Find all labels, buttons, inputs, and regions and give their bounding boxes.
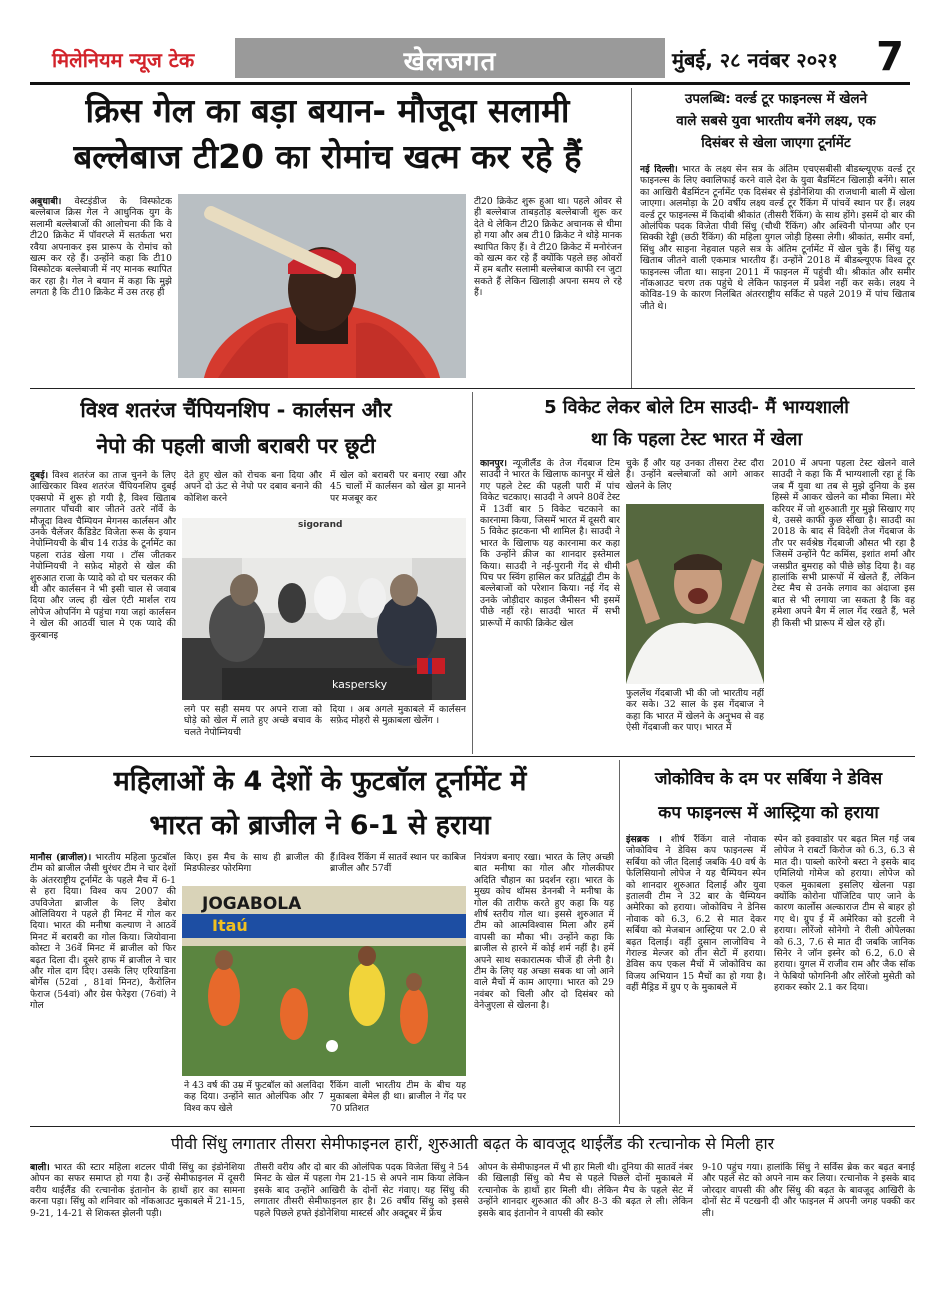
southee-col-3-text: 2010 में अपना पहला टेस्ट खेलने वाले साउदी ने कहा कि मैं भाग्यशाली रहा हूं कि जब मैं युवा था तब से मुझे दुनिया के इस हिस्से में आकर खेलने का मौका मिला। मेरे करियर में जो शुरुआती गुर मुझे सिखाए गए थे, उससे काफी कुछ सीखा है। साउदी का 2018 के बाद से विदेशी तेज गेंदबाज के तौर पर सर्वश्रेष्ठ गेंदबाजी औसत भी रहा है जिसमें उन्होंने पैट कमिंस, इशांत शर्मा और जसप्रीत बुमराह को पीछे छोड़ दिया है। वह हालांकि सभी प्रारूपों में खेलते हैं, लेकिन टेस्ट मैच से उनके लगाव का अंदाजा इस बात से भी लगाया जा सकता है कि वह हमेशा अपने बैग में लाल गेंद रखते हैं, भले ही किसी भी प्रारूप में खेल रहे हों। bbox=[772, 458, 915, 629]
chess-col-1-text: विश्व शतरंज का ताज चुनने के लिए आखिरकार विश्व शतरंज चैंपियनशिप दुबई एक्सपो में शुरू हो गयी है, विश्व खिताब लगातार पाँचवी बार जीतने उतरे नॉर्वे के मौजूदा विश्व चैम्पियन मेगनस कार्लसन और उनके चैलेंजर कैंडिडेट विजेता रूस के इयान नेपोम्नियची के बीच 14 राउंड के टूर्नामेंट का पहला राउंड खेला गया । टॉस जीतकर नेपोम्नियची ने सफ़ेद मोहरो से खेल की शुरुआत राजा के प्यादे को दो घर चलकर की थी और कार्लसन ने भी इसी चाल से जवाब दिया और जल्द ही खेल एंटी मार्शल राय लोपेज ओपनिंग मे पहुंचा गया जहां कार्लसन ने खेल की आठवीं चाल मे एक प्यादे की कुरबानइ bbox=[30, 470, 176, 641]
football-col-1 bbox=[30, 852, 176, 1124]
sindhu-col-2-text: तीसरी वरीय और दो बार की ओलंपिक पदक विजेता सिंधु ने 54 मिनट के खेल में पहला गेम 21-15 से अपने नाम किया लेकिन इसके बाद उन्होंने आखिरी के दोनों सेट गंवाए। यह सिंधु की लगातार तीसरी सेमीफाइनल हार है। 26 वर्षीय सिंधु को इससे पहले पिछले हफ्ते इंडोनेशिया मास्टर्स और अक्टूबर में फ्रेंच bbox=[254, 1162, 469, 1219]
divider-mid bbox=[472, 392, 473, 754]
southee-col-1 bbox=[480, 458, 620, 748]
djokovic-headline bbox=[622, 762, 915, 832]
sindhu-col-4 bbox=[702, 1162, 915, 1256]
southee-col-3 bbox=[772, 458, 915, 748]
football-col-3-top bbox=[330, 852, 466, 886]
djokovic-col-1 bbox=[626, 834, 766, 1124]
football-headline-line-2: भारत को ब्राजील ने 6-1 से हराया bbox=[149, 810, 491, 841]
sindhu-col-1 bbox=[30, 1162, 245, 1256]
football-col-2-bottom-text: ने 43 वर्ष की उम्र में फुटबॉल को अलविदा कह दिया। उन्होंने सात ओलंपिक और 7 विश्व कप खेले bbox=[184, 1080, 324, 1114]
page-number: 7 bbox=[876, 34, 904, 80]
gayle-col-2-text: टी20 क्रिकेट शुरू हुआ था। पहले ओवर से ही बल्लेबाज ताबड़तोड़ बल्लेबाजी शुरू कर देते थे लेकिन टी20 क्रिकेट अचानक से धीमा हो गया और अब टी10 क्रिकेट ने थोड़े मानक स्थापित किए हैं। वे टी20 क्रिकेट में मनोरंजन को खत्म कर रहे हैं क्योंकि पहले छह ओवरों में हम बतौर सलामी बल्लेबाज काफी रन जुटा सकते हैं लेकिन खिलाड़ी अपना समय ले रहे हैं। bbox=[474, 196, 622, 299]
football-col-4 bbox=[474, 852, 614, 1124]
divider-row-2 bbox=[30, 756, 915, 757]
lakshya-body-text: भारत के लक्ष्य सेन सत्र के अंतिम एचएसबीसी बीडब्ल्यूएफ वर्ल्ड टूर फाइनल्स के लिए क्वालिफाई करने वाले देश के युवा बैडमिंटन खिलाड़ी बनेंगे। साल का आखिरी बैडमिंटन टूर्नामेंट एक दिसंबर से इंडोनेशिया की राजधानी बाली में खेला जाएगा। अलमोड़ा के 20 वर्षीय लक्ष्य वर्ल्ड टूर रैंकिंग में पांचवें स्थान पर हैं। लक्ष्य वर्ल्ड टूर फाइनल्स में किदांबी श्रीकांत (तीसरी रैंकिंग) के साथ होंगे। इसमें दो बार की ओलंपिक पदक विजेता पीवी सिंधु (चौथी रैंकिंग) और अश्विनी पोनप्पा और एन सिक्की रेड्डी (छठी रैंकिंग) की महिला युगल जोड़ी हिस्सा लेगी। श्रीकांत, समीर वर्मा, सिंधु और साइना नेहवाल पहले सत्र के अंतिम टूर्नामेंट में खेल चुके हैं। सिंधु यह खिताब जीतने वाली एकमात्र भारतीय हैं। उन्होंने 2018 में बीडब्ल्यूएफ विश्व टूर फाइनल्स जीता था। साइना 2011 में फाइनल में पहुंची थी। श्रीकांत और समीर नॉकआउट चरण तक पहुंचे थे लेकिन फाइनल में प्रवेश नहीं कर सके। लक्ष्य ने कोविड-19 के कारण निलंबित अंतरराष्ट्रीय सर्किट से पहले 2019 में पांच खिताब जीते थे। bbox=[640, 164, 915, 312]
chess-col-2-bottom bbox=[184, 704, 322, 750]
chess-headline-line-1: विश्व शतरंज चैंपियनशिप - कार्लसन और bbox=[80, 398, 392, 422]
southee-col-1-text: न्यूजीलैंड के तेज गेंदबाज टिम साउदी ने भारत के खिलाफ कानपुर में खेले गए पहले टेस्ट की पहली पारी में पांच विकेट चटकाए। साउदी ने अपने 80वें टेस्ट में 13वीं बार 5 विकेट चटकाने का कारनामा किया, जिसमें भारत में दूसरी बार 5 विकेट झटकना भी शामिल है। साउदी ने भारत के खिलाफ यह कारनामा कर कहा कि उन्होंने क्रीज का शानदार इस्तेमाल किया। साउदी ने नई-पुरानी गेंद से धीमी पिच पर स्विंग हासिल कर प्रतिद्वंद्वी टीम के बल्लेबाजों को परेशान किया। नई गेंद से उनके जोड़ीदार काइल जैमीसन भी इसमें पीछे नहीं रहे। साउदी भारत में सभी प्रारूपों में काफी क्रिकेट खेल bbox=[480, 458, 620, 629]
paper-name: मिलेनियम न्यूज टेक bbox=[52, 48, 195, 72]
football-headline-line-1: महिलाओं के 4 देशों के फुटबॉल टूर्नामेंट में bbox=[113, 766, 527, 797]
southee-col-2-top bbox=[626, 458, 764, 502]
southee-col-2-top-text: चुके हैं और यह उनका तीसरा टेस्ट दौरा है। उन्होंने बल्लेबाजों को आगे आकर खेलने के लिए bbox=[626, 458, 764, 492]
chess-photo-illustration bbox=[182, 518, 466, 700]
sindhu-col-3-text: ओपन के सेमीफाइनल में भी हार मिली थी। दुनिया की सातवें नंबर की खिलाड़ी सिंधु को मैच से पहले पिछले दोनों मुकाबले में रत्चानोक के हाथों हार मिली थी। लेकिन मैच के पहले सेट में उन्होंने शानदार शुरुआत की और 8-3 की बढ़त ले ली। लेकिन इसके बाद इंतानोन ने वापसी की स्कोर bbox=[478, 1162, 693, 1219]
football-col-2-top-text: किए। इस मैच के साथ ही ब्राजील की मिडफील्डर फोरमिगा bbox=[184, 852, 324, 875]
football-photo bbox=[182, 886, 466, 1076]
lakshya-dateline: नई दिल्ली। bbox=[640, 164, 678, 175]
sindhu-col-1-text: भारत की स्टार महिला शटलर पीवी सिंधु का इंडोनेशिया ओपन का सफर समाप्त हो गया है। उन्हें सेमीफाइनल में दूसरी वरीय थाईलैंड की रत्चानोक इंतानोन के हाथों हार का सामना करना पड़ा। सिंधु को शनिवार को नॉकआउट मुकाबले में 21-15, 9-21, 14-21 से शिकस्त झेलनी पड़ी। bbox=[30, 1162, 245, 1219]
football-col-4-text: नियंत्रण बनाए रखा। भारत के लिए अच्छी बात मनीषा का गोल और गोलकीपर अदिति चौहान का प्रदर्शन रहा। भारत के मुख्य कोच थॉमस डेननबी ने मनीषा के गोल की तारीफ करते हुए कहा कि यह शीर्ष स्तरीय गोल था। इससे शुरुआत में टीम को आत्मविश्वास मिला और हमें वापसी का मौका भी। उन्होंने कहा कि ब्राजील से हारने में कोई शर्म नहीं है। हमें अपने साथ सकारात्मक चीजें ही लेनी है। टीम के लिए यह अच्छा सबक था जो आने वाले मैचों में काम आएगा। भारत को 29 नवंबर को चिली और दो दिसंबर को वेनेजुएला से खेलना है। bbox=[474, 852, 614, 1012]
sindhu-col-4-text: 9-10 पहुंच गया। हालांकि सिंधु ने सर्विस ब्रेक कर बढ़त बनाई और पहले सेट को अपने नाम कर लिया। रत्चानोक ने इसके बाद जोरदार वापसी की और सिंधु की बढ़त के बावजूद आखिरी के दोनों सेट में पटखनी दी और फाइनल में अपनी जगह पक्की कर ली। bbox=[702, 1162, 915, 1219]
lakshya-headline bbox=[636, 88, 916, 158]
gayle-headline-line-1: क्रिस गेल का बड़ा बयान- मौजूदा सलामी bbox=[85, 91, 570, 130]
djokovic-headline-line-2: कप फाइनल्स में आस्ट्रिया को हराया bbox=[658, 803, 879, 823]
southee-headline bbox=[478, 392, 915, 456]
southee-photo bbox=[626, 504, 764, 684]
southee-dateline: कानपुर। bbox=[480, 458, 507, 469]
chess-col-2-top-text: देते हुए खेल को रोचक बना दिया और अपने दो ऊंट से नेपो पर दबाव बनाने की कोशिश करने bbox=[184, 470, 322, 504]
chess-col-3-bottom-text: दिया । अब अगले मुकाबले में कार्लसन सफ़ेद मोहरो से मुक़ाबला खेलेंग । bbox=[330, 704, 466, 727]
section-banner bbox=[235, 38, 665, 78]
djokovic-col-2 bbox=[774, 834, 915, 1124]
chess-col-1 bbox=[30, 470, 176, 750]
section-title: खेलजगत bbox=[403, 47, 497, 77]
chess-col-3-top-text: में खेल को बराबरी पर बनाए रखा और 45 चालों में कार्लसन को खेल ड्रा मानने पर मजबूर कर bbox=[330, 470, 466, 504]
chess-col-3-bottom bbox=[330, 704, 466, 750]
football-dateline: मानौस (ब्राजील)। bbox=[30, 852, 92, 863]
divider-row-3 bbox=[30, 1126, 915, 1127]
chess-dateline: दुबई। bbox=[30, 470, 49, 481]
chess-col-3-top bbox=[330, 470, 466, 516]
gayle-col-1-text: वेस्टइंडीज के विस्फोटक बल्लेबाज क्रिस गेल ने आधुनिक युग के सलामी बल्लेबाजों की आलोचना की कि वे टी20 क्रिकेट में पॉवरप्ले में सतर्कता भरा रवैया अपनाकर इस प्रारूप के रोमांच को खत्म कर रहे हैं। उन्होंने कहा कि टी10 विस्फोटक बल्लेबाजी में नए मानक स्थापित कर रहा है। गेल ने बयान में कहा कि मुझे लगता है कि टी10 क्रिकेट में उस तरह ही bbox=[30, 196, 172, 299]
masthead-rule bbox=[30, 82, 910, 85]
sindhu-headline: पीवी सिंधु लगातार तीसरा सेमीफाइनल हारीं, शुरुआती बढ़त के बावजूद थाईलैंड की रत्चानोक से मिली हार bbox=[170, 1134, 775, 1153]
southee-headline-line-1: 5 विकेट लेकर बोले टिम साउदी- मैं भाग्यशाली bbox=[544, 397, 849, 418]
football-col-3-bottom bbox=[330, 1080, 466, 1124]
lakshya-headline-line-1: उपलब्धि: वर्ल्ड टूर फाइनल्स में खेलने bbox=[684, 91, 868, 107]
chess-headline bbox=[30, 392, 442, 464]
chess-col-2-top bbox=[184, 470, 322, 516]
southee-photo-illustration bbox=[626, 504, 764, 684]
football-col-3-top-text: हैं।विश्व रैंकिंग में सातवें स्थान पर काबिज ब्राजील और 57वीं bbox=[330, 852, 466, 875]
southee-col-2-bottom bbox=[626, 688, 764, 748]
gayle-photo bbox=[178, 194, 466, 378]
lakshya-body bbox=[640, 164, 915, 378]
gayle-photo-illustration bbox=[178, 194, 466, 378]
lakshya-headline-line-2: वाले सबसे युवा भारतीय बनेंगे लक्ष्य, एक bbox=[676, 113, 876, 129]
chess-headline-line-2: नेपो की पहली बाजी बराबरी पर छूटी bbox=[96, 434, 376, 458]
masthead bbox=[30, 34, 910, 84]
djokovic-dateline: इंसब्रक । bbox=[626, 834, 662, 845]
gayle-headline bbox=[30, 88, 625, 180]
gayle-dateline: अबुधाबी। bbox=[30, 196, 62, 207]
chess-photo-sign-2: sigorand bbox=[298, 520, 343, 530]
football-col-1-text: भारतीय महिला फुटबॉल टीम को ब्राजील जैसी धुरंधर टीम ने चार देशों के अंतरराष्ट्रीय टूर्नामेंट के पहले मैच में 6-1 से हरा दिया। विश्व कप 2007 की उपविजेता ब्राजील के लिए डेबोरा ओलिवियरा ने पहले ही मिनट में गोल कर दिया। भारत की मनीषा कल्याण ने आठवें मिनट में बराबरी का गोल किया। जियोवाना कोस्टा ने 36वें मिनट में ब्राजील को फिर बढ़त दिला दी। दूसरे हाफ में ब्राजील ने चार और गोल दाग दिए। उसके लिए एरियाडिना बोर्गेस (52वां , 81वां मिनट), कैरोलिन फेराज (54वां) और ग्रेस फेरेइरा (76वां) ने गोल bbox=[30, 852, 176, 1012]
football-col-3-bottom-text: रैंकिंग वाली भारतीय टीम के बीच यह मुकाबला बेमेल ही था। ब्राजील ने गेंद पर 70 प्रतिशत bbox=[330, 1080, 466, 1114]
djokovic-headline-line-1: जोकोविच के दम पर सर्बिया ने डेविस bbox=[654, 769, 883, 789]
divider-lower bbox=[619, 760, 620, 1124]
gayle-col-2 bbox=[474, 196, 622, 376]
chess-photo-sign-1: kaspersky bbox=[332, 678, 388, 691]
sindhu-dateline: बाली। bbox=[30, 1162, 50, 1173]
southee-headline-line-2: था कि पहला टेस्ट भारत में खेला bbox=[590, 429, 803, 450]
football-headline bbox=[30, 760, 610, 850]
football-col-2-top bbox=[184, 852, 324, 886]
lakshya-headline-line-3: दिसंबर से खेला जाएगा टूर्नामेंट bbox=[701, 135, 851, 151]
football-photo-illustration bbox=[182, 886, 466, 1076]
djokovic-col-1-text: शीर्ष रैंकिंग वाले नोवाक जोकोविच ने डेविस कप फाइनल्स में सर्बिया को जीत दिलाई जबकि 40 वर्ष के फेलिसियानो लोपेज ने यह चैम्पियन स्पेन को शानदार शुरुआत दिलाई और युवा इतालवी टीम ने 32 बार के चैम्पियन अमेरिका को हराया। जोकोविच ने डेनिस नोवाक को 6.3, 6.2 से मात देकर सर्बिया को मेजबान आस्ट्रिया पर 2.0 से बढ़त दिलाई। वहीं दुसान लाजोविच ने गेराल्ड मेल्जर को तीन सेटों में हराया। डेविस कप एकल मैचों में जोकोविच का विजय अभियान 15 मैचों का हो गया है। वहीं मैड्रिड में ग्रुप ए के मुकाबले में bbox=[626, 834, 766, 994]
djokovic-col-2-text: स्पेन को इक्वाडोर पर बढ़त मिल गई जब लोपेज ने राबर्टो किरोज को 6.3, 6.3 से मात दी। पाब्लो कारेनो बस्टा ने इसके बाद एमिलियो गोमेज को हराया। लोपेज को एकल मुकाबला इसलिए खेलना पड़ा क्योंकि कोरोना पॉजिटिव पाए जाने के कारण कार्लोस अल्काराज टीम से बाहर हो गए थे। ग्रुप ई में अमेरिका को इटली ने हराया। लोरेंजो सोनेगो ने रीली ओपेलका को 6.3, 7.6 से मात दी जबकि जानिक सिनेर ने जॉन इस्नेर को 6.2, 6.0 से हराया। युगल में राजीव राम और जैक सॉक ने फेबियो फोगनिनी और लोरेंजो मुसेती को हराकर स्कोर 2.1 कर दिया। bbox=[774, 834, 915, 994]
gayle-col-1 bbox=[30, 196, 172, 376]
divider-top bbox=[631, 88, 632, 388]
chess-photo bbox=[182, 518, 466, 700]
football-photo-sign-1: JOGABOLA bbox=[202, 894, 302, 914]
divider-row-1 bbox=[30, 388, 915, 389]
sindhu-col-2 bbox=[254, 1162, 469, 1256]
gayle-headline-line-2: बल्लेबाज टी20 का रोमांच खत्म कर रहे हैं bbox=[73, 137, 582, 176]
sindhu-col-3 bbox=[478, 1162, 693, 1256]
football-photo-sign-2: Itaú bbox=[212, 916, 248, 935]
chess-col-2-bottom-text: लगे पर सही समय पर अपने राजा को घोड़े को खेल में लाते हुए अच्छे बचाव के चलते नेपोम्नियची bbox=[184, 704, 322, 738]
football-col-2-bottom bbox=[184, 1080, 324, 1124]
southee-col-2-bottom-text: फुललेंथ गेंदबाजी भी की जो भारतीय नहीं कर सके। 32 साल के इस गेंदबाज ने कहा कि भारत में खेलने के अनुभव से वह ऐसी गेंदबाजी कर पाए। भारत में bbox=[626, 688, 764, 734]
dateline: मुंबई, २८ नवंबर २०२१ bbox=[672, 48, 838, 72]
